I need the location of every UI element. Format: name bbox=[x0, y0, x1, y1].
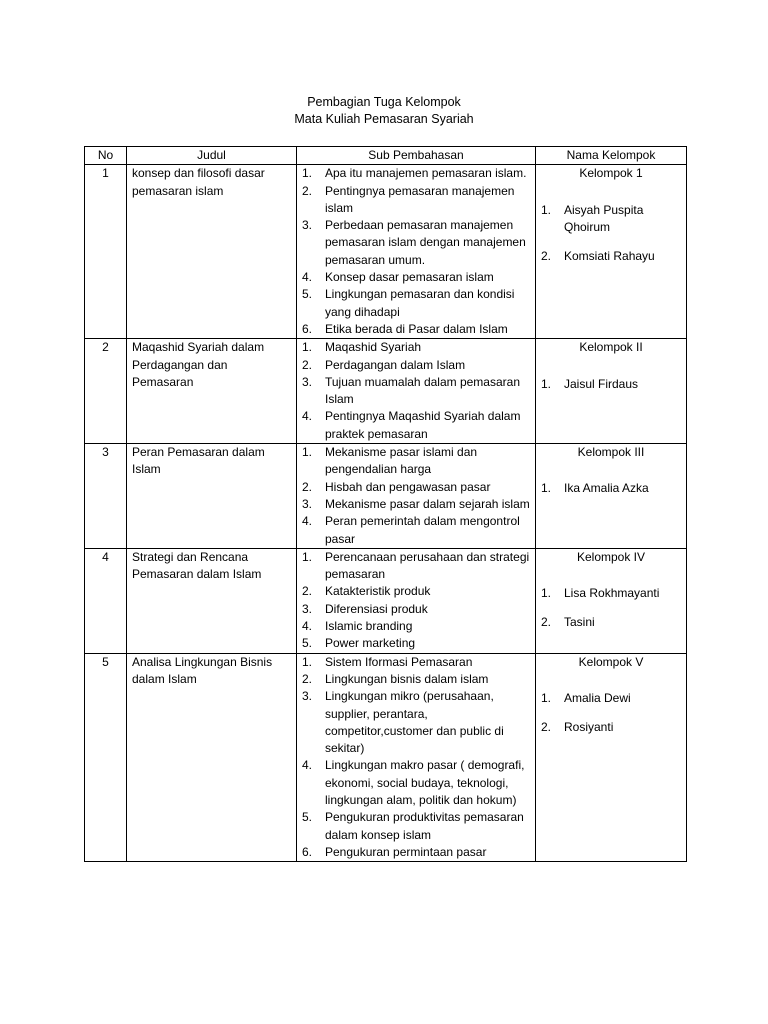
header-judul: Judul bbox=[127, 147, 297, 165]
group-name: Kelompok 1 bbox=[579, 166, 643, 181]
group-member: 1. Amalia Dewi bbox=[541, 690, 631, 705]
row-judul: Maqashid Syariah dalam Perdagangan dan Pemasaran bbox=[127, 339, 297, 444]
list-item: 2. Katakteristik produk bbox=[302, 584, 431, 599]
title-line-1: Pembagian Tuga Kelompok bbox=[307, 95, 461, 109]
group-member: 1. Ika Amalia Azka bbox=[541, 481, 649, 496]
list-item: 1. Mekanisme pasar islami dan pengendalian harga bbox=[302, 445, 478, 477]
list-item: 3. Mekanisme pasar dalam sejarah islam bbox=[302, 496, 530, 511]
group-name: Kelompok V bbox=[578, 654, 644, 669]
list-item: 3. Lingkungan mikro (perusahaan, supplier, perantara, competitor,customer dan public di sekitar) bbox=[302, 689, 504, 756]
list-item: 6. Pengukuran permintaan pasar bbox=[302, 844, 487, 859]
list-item: 4. Peran pemerintah dalam mengontrol pasar bbox=[302, 514, 520, 546]
row-kelompok bbox=[536, 165, 687, 339]
list-item: 4. Pentingnya Maqashid Syariah dalam praktek pemasaran bbox=[302, 409, 521, 441]
list-item: 5. Pengukuran produktivitas pemasaran dalam konsep islam bbox=[302, 810, 524, 842]
list-item: 1. Sistem Iformasi Pemasaran bbox=[302, 654, 473, 669]
group-name: Kelompok IV bbox=[576, 549, 646, 564]
list-item: 4. Konsep dasar pemasaran islam bbox=[302, 270, 494, 285]
header-nama-kelompok: Nama Kelompok bbox=[536, 147, 687, 165]
list-item: 1. Maqashid Syariah bbox=[302, 340, 422, 355]
list-item: 4. Lingkungan makro pasar ( demografi, ekonomi, social budaya, teknologi, lingkungan alam, politik dan hokum) bbox=[302, 758, 525, 807]
list-item: 6. Etika berada di Pasar dalam Islam bbox=[302, 321, 508, 336]
row-number: 4 bbox=[85, 548, 127, 653]
header-no: No bbox=[85, 147, 127, 165]
row-sub-pembahasan bbox=[297, 165, 536, 339]
table-row bbox=[85, 444, 687, 549]
group-assignment-table bbox=[84, 146, 687, 862]
row-number: 3 bbox=[85, 444, 127, 549]
group-member: 1. Lisa Rokhmayanti bbox=[541, 586, 660, 601]
row-number: 1 bbox=[85, 165, 127, 339]
list-item: 4. Islamic branding bbox=[302, 619, 413, 634]
list-item: 2. Perdagangan dalam Islam bbox=[302, 357, 466, 372]
table-row bbox=[85, 339, 687, 444]
list-item: 3. Diferensiasi produk bbox=[302, 601, 428, 616]
row-judul: konsep dan filosofi dasar pemasaran islam bbox=[127, 165, 297, 339]
list-item: 1. Apa itu manajemen pemasaran islam. bbox=[302, 166, 527, 181]
row-judul: Analisa Lingkungan Bisnis dalam Islam bbox=[127, 653, 297, 862]
table-header-row bbox=[85, 147, 687, 165]
list-item: 5. Lingkungan pemasaran dan kondisi yang dihadapi bbox=[302, 287, 515, 319]
table-row bbox=[85, 165, 687, 339]
list-item: 2. Pentingnya pemasaran manajemen islam bbox=[302, 183, 515, 215]
group-member: 2. Tasini bbox=[541, 615, 595, 630]
table-row bbox=[85, 653, 687, 862]
list-item: 5. Power marketing bbox=[302, 636, 416, 651]
row-sub-pembahasan bbox=[297, 548, 536, 653]
row-number: 5 bbox=[85, 653, 127, 862]
group-member: 2. Rosiyanti bbox=[541, 720, 614, 735]
table-row bbox=[85, 548, 687, 653]
header-sub-pembahasan: Sub Pembahasan bbox=[297, 147, 536, 165]
group-name: Kelompok II bbox=[579, 340, 643, 355]
row-kelompok bbox=[536, 548, 687, 653]
list-item: 3. Tujuan muamalah dalam pemasaran Islam bbox=[302, 374, 520, 407]
group-name: Kelompok III bbox=[577, 445, 645, 460]
group-member: 2. Komsiati Rahayu bbox=[541, 249, 655, 264]
list-item: 2. Hisbah dan pengawasan pasar bbox=[302, 479, 491, 494]
row-kelompok bbox=[536, 339, 687, 444]
row-kelompok bbox=[536, 653, 687, 862]
title-line-2: Mata Kuliah Pemasaran Syariah bbox=[294, 112, 474, 126]
list-item: 2. Lingkungan bisnis dalam islam bbox=[302, 671, 489, 686]
row-number: 2 bbox=[85, 339, 127, 444]
list-item: 3. Perbedaan pemasaran manajemen pemasaran islam dengan manajemen pemasaran umum. bbox=[302, 218, 526, 267]
document-title bbox=[0, 94, 768, 128]
row-sub-pembahasan bbox=[297, 444, 536, 549]
row-judul: Peran Pemasaran dalam Islam bbox=[127, 444, 297, 549]
group-member: 1. Jaisul Firdaus bbox=[541, 376, 639, 391]
row-sub-pembahasan bbox=[297, 339, 536, 444]
row-sub-pembahasan bbox=[297, 653, 536, 862]
row-kelompok bbox=[536, 444, 687, 549]
list-item: 1. Perencanaan perusahaan dan strategi pemasaran bbox=[302, 549, 530, 582]
row-judul: Strategi dan Rencana Pemasaran dalam Islam bbox=[127, 548, 297, 653]
group-member: 1. Aisyah Puspita Qhoirum bbox=[541, 202, 644, 234]
